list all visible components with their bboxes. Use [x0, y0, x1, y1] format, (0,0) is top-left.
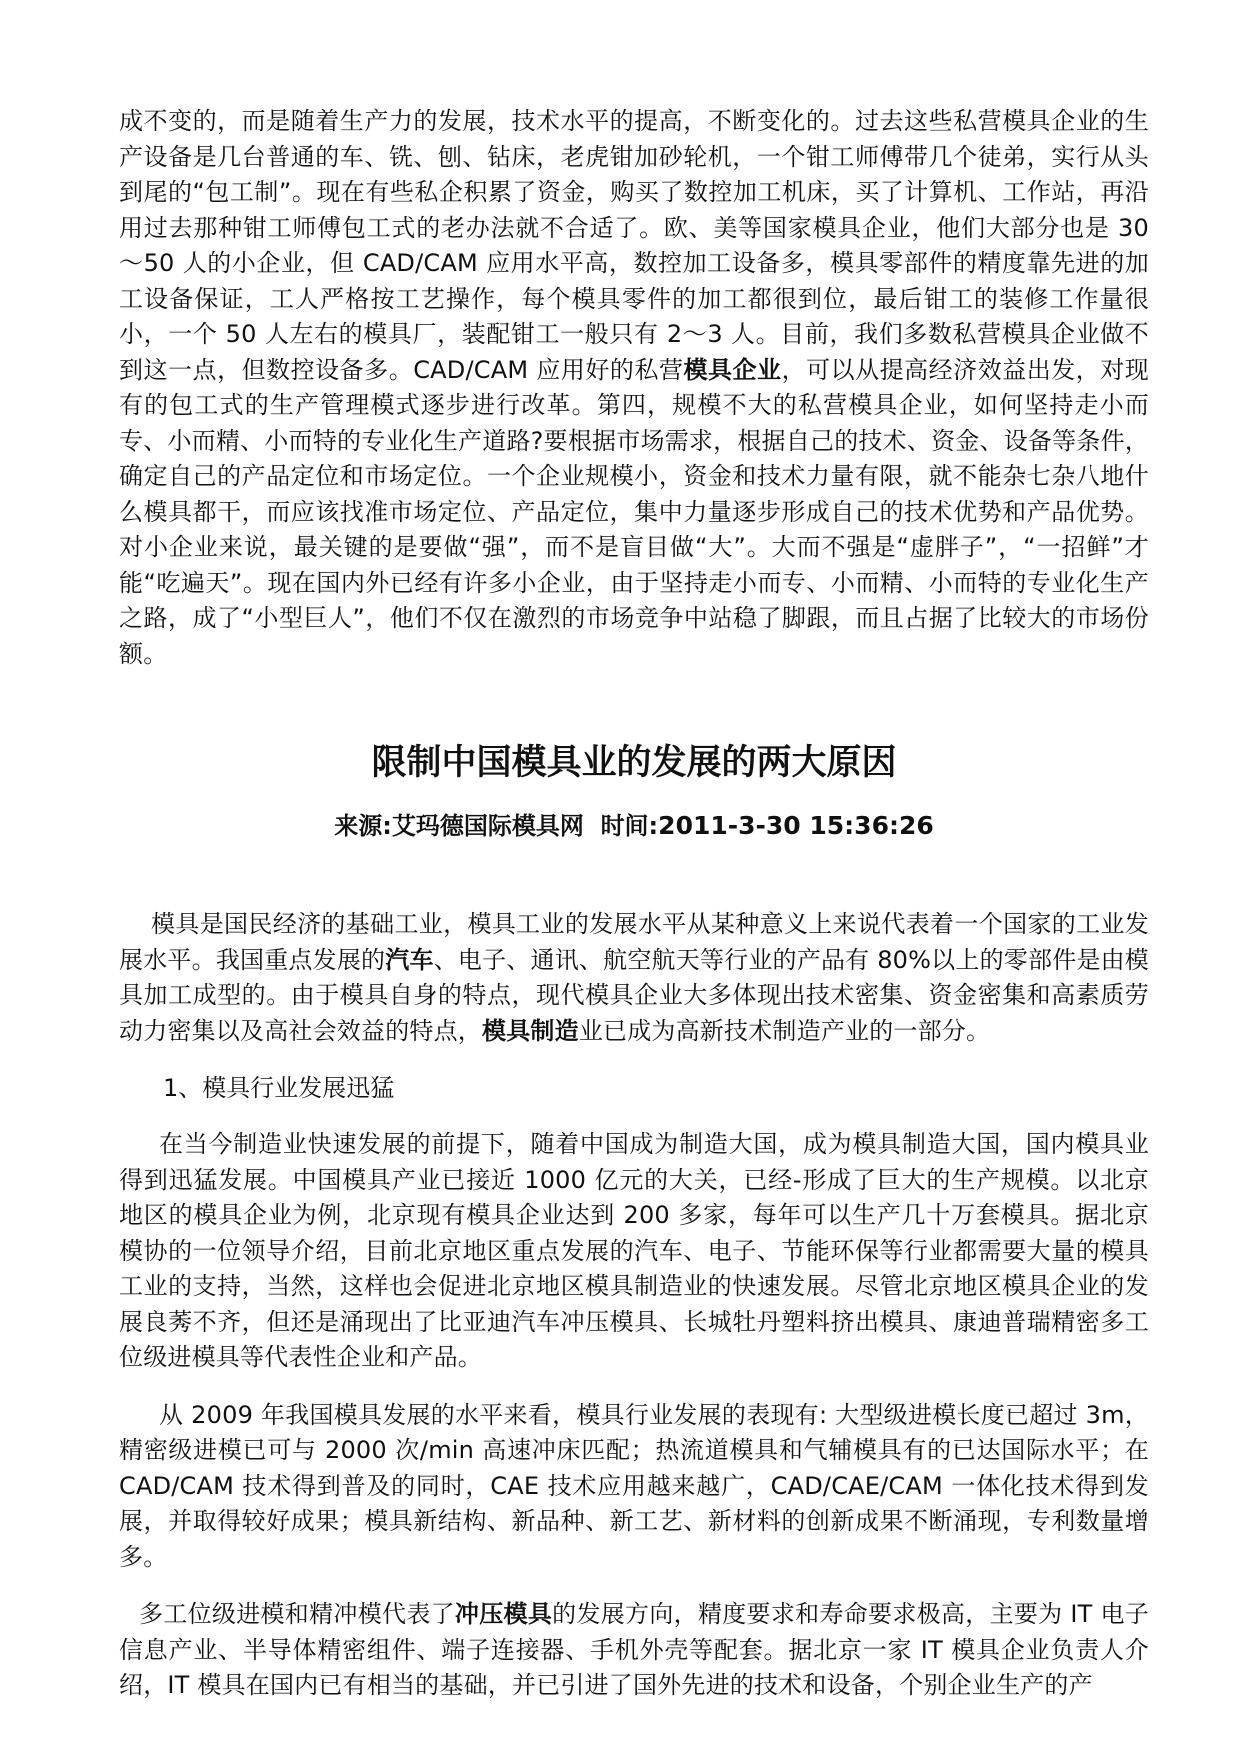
section-heading: 1、模具行业发展迅猛 [163, 1074, 395, 1102]
paragraph-text: ，可以从提高经济效益出发，对现有的包工式的生产管理模式逐步进行改革。第四，规模不大的私营模具企业，如何坚持走小而专、小而精、小而特的专业化生产道路?要根据市场需求，根据自己的技术、资金、设备等条件，确定自己的产品定位和市场定位。一个企业规模小，资金和技术力量有限，就不能杂七杂八地什么模具都干，而应该找准市场定位、产品定位，集中力量逐步形成自己的技术优势和产品优势。对小企业来说，最关键的是要做“强”，而不是盲目做“大”。大而不强是“虚胖子”，“一招鲜”才能“吃遍天”。现在国内外已经有许多小企业，由于坚持走小而专、小而精、小而特的专业化生产之路，成了“小型巨人”，他们不仅在激烈的市场竞争中站稳了脚跟，而且占据了比较大的市场份额。 [119, 355, 1150, 668]
bold-keyword: 模具制造 [482, 1016, 579, 1045]
article-source: 来源:艾玛德国际模具网 [334, 812, 584, 840]
paragraph-text: 、电子、通讯、航空航天等行业的产品有 80%以上的零部件是由模具加工成型的。由于模具自身的特点，现代模具企业大多体现出技术密集、资金密集和高素质劳动力密集以及高社会效益的特点， [119, 945, 1150, 1045]
paragraph-text: 模具是国民经济的基础工业，模具工业的发展水平从某种意义上来说代表着一个国家的工业发展水平。我国重点发展的 [119, 910, 1149, 974]
body-paragraph: 在当今制造业快速发展的前提下，随着中国成为制造大国，成为模具制造大国，国内模具业得到迅猛发展。中国模具产业已接近 1000 亿元的大关，已经-形成了巨大的生产规模。以北京地区的模具企业为例，北京现有模具企业达到 200 多家，每年可以生产几十万套模具。据北京模协的一位领导介绍，目前北京地区重点发展的汽车、电子、节能环保等行业都需要大量的模具工业的支持，当然，这样也会促进北京地区模具制造业的快速发展。尽管北京地区模具企业的发展良莠不齐，但还是涌现出了比亚迪汽车冲压模具、长城牡丹塑料挤出模具、康迪普瑞精密多工位级进模具等代表性企业和产品。 [119, 1130, 1149, 1371]
paragraph-text: 的发展方向，精度要求和寿命要求极高，主要为 IT 电子信息产业、半导体精密组件、端子连接器、手机外壳等配套。据北京一家 IT 模具企业负责人介绍，IT 模具在国内已有相当的基础，并已引进了国外先进的技术和设备，个别企业生产的产 [119, 1600, 1149, 1699]
document-page [119, 104, 1149, 1704]
paragraph-text: 成不变的，而是随着生产力的发展，技术水平的提高，不断变化的。过去这些私营模具企业的生产设备是几台普通的车、铣、刨、钻床，老虎钳加砂轮机，一个钳工师傅带几个徒弟，实行从头到尾的“包工制”。现在有些私企积累了资金，购买了数控加工机床，买了计算机、工作站，再沿用过去那种钳工师傅包工式的老办法就不合适了。欧、美等国家模具企业，他们大部分也是 30～50 人的小企业，但 CAD/CAM 应用水平高，数控加工设备多，模具零部件的精度靠先进的加工设备保证，工人严格按工艺操作，每个模具零件的加工都很到位，最后钳工的装修工作量很小，一个 50 人左右的模具厂，装配钳工一般只有 2～3 人。目前，我们多数私营模具企业做不到这一点，但数控设备多。CAD/CAM 应用好的私营 [119, 107, 1149, 384]
article-meta [119, 809, 1149, 843]
body-paragraph [119, 1597, 1149, 1704]
article-title: 限制中国模具业的发展的两大原因 [371, 743, 897, 783]
paragraph-continuation [119, 104, 1149, 672]
bold-keyword: 模具企业 [683, 355, 782, 384]
paragraph-text: 多工位级进模和精冲模代表了 [139, 1600, 455, 1628]
paragraph-text: 业已成为高新技术制造产业的一部分。 [578, 1016, 991, 1045]
bold-keyword: 冲压模具 [454, 1600, 553, 1628]
bold-keyword: 汽车 [385, 945, 434, 974]
intro-paragraph [119, 907, 1149, 1049]
body-paragraph: 从 2009 年我国模具发展的水平来看，模具行业发展的表现有: 大型级进模长度已超过 3m，精密级进模已可与 2000 次/min 高速冲床匹配；热流道模具和气辅模具有的已达国际水平；在 CAD/CAM 技术得到普及的同时，CAE 技术应用越来越广，CAD/CAE/CAM 一体化技术得到发展，并取得较好成果；模具新结构、新品种、新工艺、新材料的创新成果不断涌现，专利数量增多。 [119, 1400, 1149, 1571]
article-time-label: 时间: [600, 812, 659, 840]
article-time-value: 2011-3-30 15:36:26 [658, 811, 934, 840]
